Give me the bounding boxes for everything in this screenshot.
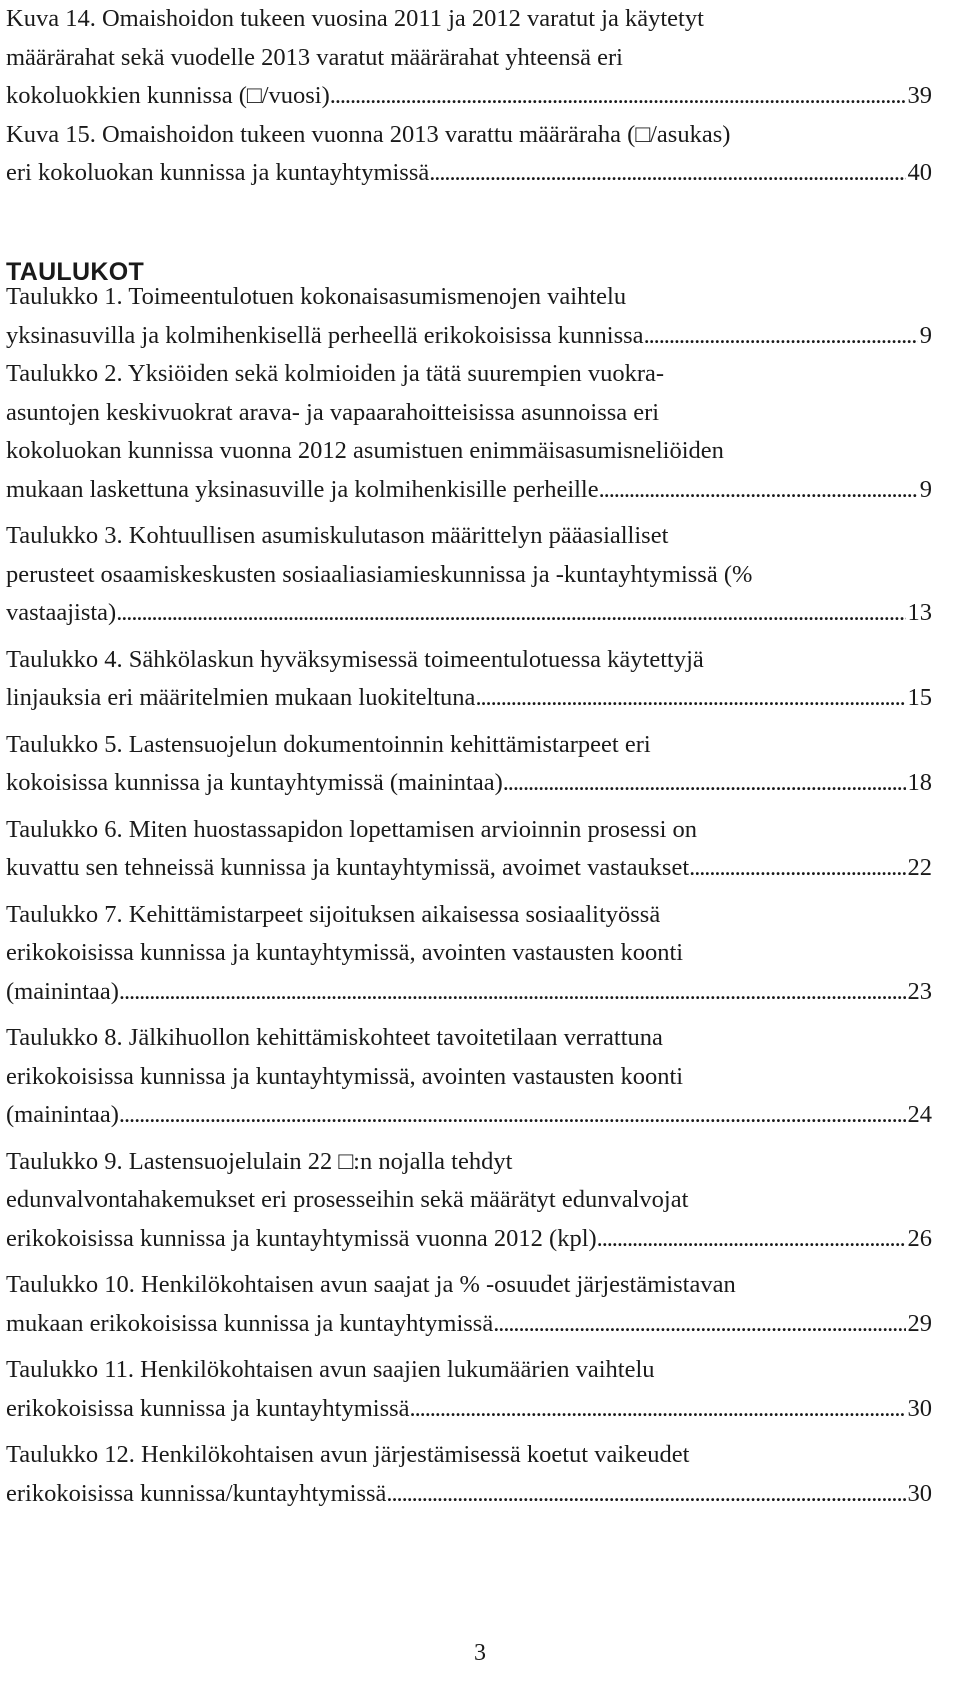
dot-leader xyxy=(597,1220,906,1259)
section-heading: TAULUKOT xyxy=(6,258,145,286)
toc-entry-table-4[interactable] xyxy=(6,641,932,718)
toc-line: Taulukko 7. Kehittämistarpeet sijoituksen aikaisessa sosiaalityössä xyxy=(6,900,661,928)
toc-line: kuvattu sen tehneissä kunnissa ja kuntayhtymissä, avoimet vastaukset xyxy=(6,854,690,881)
toc-line: Kuva 14. Omaishoidon tukeen vuosina 2011 ja 2012 varatut ja käytetyt xyxy=(6,5,704,32)
toc-line: vastaajista) xyxy=(6,599,117,626)
page-number: 3 xyxy=(474,1640,486,1666)
page-ref: 26 xyxy=(907,1224,932,1252)
toc-line: yksinasuvilla ja kolmihenkisellä perheellä erikokoisissa kunnissa xyxy=(6,321,644,349)
toc-entry-table-8[interactable] xyxy=(6,1019,932,1135)
page-ref: 15 xyxy=(907,684,932,711)
toc-line: perusteet osaamiskeskusten sosiaaliasiamieskunnissa ja -kuntayhtymissä (% xyxy=(6,560,753,588)
toc-last-line xyxy=(6,849,932,888)
toc-line: erikokoisissa kunnissa ja kuntayhtymissä, avointen vastausten koonti xyxy=(6,1062,684,1090)
page-ref: 13 xyxy=(907,599,932,626)
tables-list xyxy=(6,278,932,1521)
toc-line: Taulukko 1. Toimeentulotuen kokonaisasumismenojen vaihtelu xyxy=(6,283,627,310)
page-ref: 24 xyxy=(907,1101,932,1128)
toc-last-line xyxy=(6,1096,932,1135)
toc-last-line xyxy=(6,1305,932,1344)
toc-line: Taulukko 5. Lastensuojelun dokumentoinnin kehittämistarpeet eri xyxy=(6,730,651,758)
toc-line: Kuva 15. Omaishoidon tukeen vuonna 2013 varattu määräraha (□/asukas) xyxy=(6,120,731,148)
dot-leader xyxy=(475,679,905,718)
toc-line: Taulukko 10. Henkilökohtaisen avun saajat ja % -osuudet järjestämistavan xyxy=(6,1271,736,1298)
toc-line: Taulukko 12. Henkilökohtaisen avun järjestämisessä koetut vaikeudet xyxy=(6,1441,690,1468)
toc-last-line xyxy=(6,317,932,356)
toc-last-line xyxy=(6,1390,932,1429)
dot-leader xyxy=(330,77,906,116)
page-ref: 23 xyxy=(907,977,932,1005)
dot-leader xyxy=(503,764,906,803)
toc-line: eri kokoluokan kunnissa ja kuntayhtymissä xyxy=(6,159,430,186)
toc-line: linjauksia eri määritelmien mukaan luokiteltuna xyxy=(6,684,476,711)
toc-line: erikokoisissa kunnissa/kuntayhtymissä xyxy=(6,1479,387,1507)
toc-line: kokoluokkien kunnissa (□/vuosi) xyxy=(6,82,330,109)
page-ref: 9 xyxy=(919,321,932,349)
toc-line: Taulukko 11. Henkilökohtaisen avun saajien lukumäärien vaihtelu xyxy=(6,1356,655,1383)
toc-line: Taulukko 6. Miten huostassapidon lopettamisen arvioinnin prosessi on xyxy=(6,815,698,843)
dot-leader xyxy=(386,1475,905,1514)
toc-line: edunvalvontahakemukset eri prosesseihin sekä määrätyt edunvalvojat xyxy=(6,1186,689,1213)
toc-entry-table-1[interactable] xyxy=(6,278,932,355)
toc-entry-table-12[interactable] xyxy=(6,1436,932,1513)
toc-line: kokoisissa kunnissa ja kuntayhtymissä (mainintaa) xyxy=(6,769,503,796)
toc-line: Taulukko 8. Jälkihuollon kehittämiskohteet tavoitetilaan verrattuna xyxy=(6,1024,663,1051)
toc-line: kokoluokan kunnissa vuonna 2012 asumistuen enimmäisasumisneliöiden xyxy=(6,437,724,464)
page-ref: 22 xyxy=(907,854,932,881)
toc-last-line xyxy=(6,679,932,718)
toc-entry-figure-15[interactable] xyxy=(6,116,932,193)
toc-line: erikokoisissa kunnissa ja kuntayhtymissä, avointen vastausten koonti xyxy=(6,939,684,966)
toc-entry-table-7[interactable] xyxy=(6,896,932,1012)
toc-line: erikokoisissa kunnissa ja kuntayhtymissä vuonna 2012 (kpl) xyxy=(6,1224,597,1252)
toc-line: (mainintaa) xyxy=(6,1101,119,1128)
toc-last-line xyxy=(6,154,932,193)
page-ref: 39 xyxy=(907,82,932,109)
page-ref: 40 xyxy=(907,159,932,186)
toc-line: Taulukko 3. Kohtuullisen asumiskulutason määrittelyn pääasialliset xyxy=(6,522,669,549)
dot-leader xyxy=(429,154,905,193)
toc-entry-table-5[interactable] xyxy=(6,726,932,803)
toc-last-line xyxy=(6,973,932,1012)
toc-entry-figure-14[interactable] xyxy=(6,0,932,116)
toc-entry-table-6[interactable] xyxy=(6,811,932,888)
toc-last-line xyxy=(6,77,932,116)
page-ref: 29 xyxy=(907,1309,932,1337)
dot-leader xyxy=(410,1390,906,1429)
toc-last-line xyxy=(6,764,932,803)
toc-entry-table-11[interactable] xyxy=(6,1351,932,1428)
toc-last-line xyxy=(6,471,932,510)
toc-line: Taulukko 4. Sähkölaskun hyväksymisessä toimeentulotuessa käytettyjä xyxy=(6,645,704,673)
toc-line: määrärahat sekä vuodelle 2013 varatut määrärahat yhteensä eri xyxy=(6,43,623,71)
toc-entry-table-10[interactable] xyxy=(6,1266,932,1343)
dot-leader xyxy=(119,1096,906,1135)
toc-line: (mainintaa) xyxy=(6,977,119,1005)
toc-line: Taulukko 2. Yksiöiden sekä kolmioiden ja tätä suurempien vuokra- xyxy=(6,360,665,387)
toc-last-line xyxy=(6,1475,932,1514)
toc-line: Taulukko 9. Lastensuojelulain 22 □:n nojalla tehdyt xyxy=(6,1147,513,1175)
toc-line: erikokoisissa kunnissa ja kuntayhtymissä xyxy=(6,1394,410,1422)
dot-leader xyxy=(689,849,905,888)
toc-line: mukaan laskettuna yksinasuville ja kolmihenkisille perheille xyxy=(6,475,599,503)
dot-leader xyxy=(116,594,905,633)
dot-leader xyxy=(599,471,918,510)
page-ref: 30 xyxy=(907,1394,932,1422)
toc-line: mukaan erikokoisissa kunnissa ja kuntayhtymissä xyxy=(6,1309,494,1337)
dot-leader xyxy=(119,973,906,1012)
page-ref: 30 xyxy=(907,1479,932,1507)
page-ref: 18 xyxy=(907,769,932,796)
dot-leader xyxy=(493,1305,905,1344)
toc-last-line xyxy=(6,1220,932,1259)
toc-line: asuntojen keskivuokrat arava- ja vapaarahoitteisissa asunnoissa eri xyxy=(6,398,660,426)
dot-leader xyxy=(644,317,918,356)
toc-entry-table-9[interactable] xyxy=(6,1143,932,1259)
toc-entry-table-2[interactable] xyxy=(6,355,932,509)
toc-entry-table-3[interactable] xyxy=(6,517,932,633)
toc-last-line xyxy=(6,594,932,633)
page-ref: 9 xyxy=(919,475,932,503)
figures-list xyxy=(6,0,932,193)
